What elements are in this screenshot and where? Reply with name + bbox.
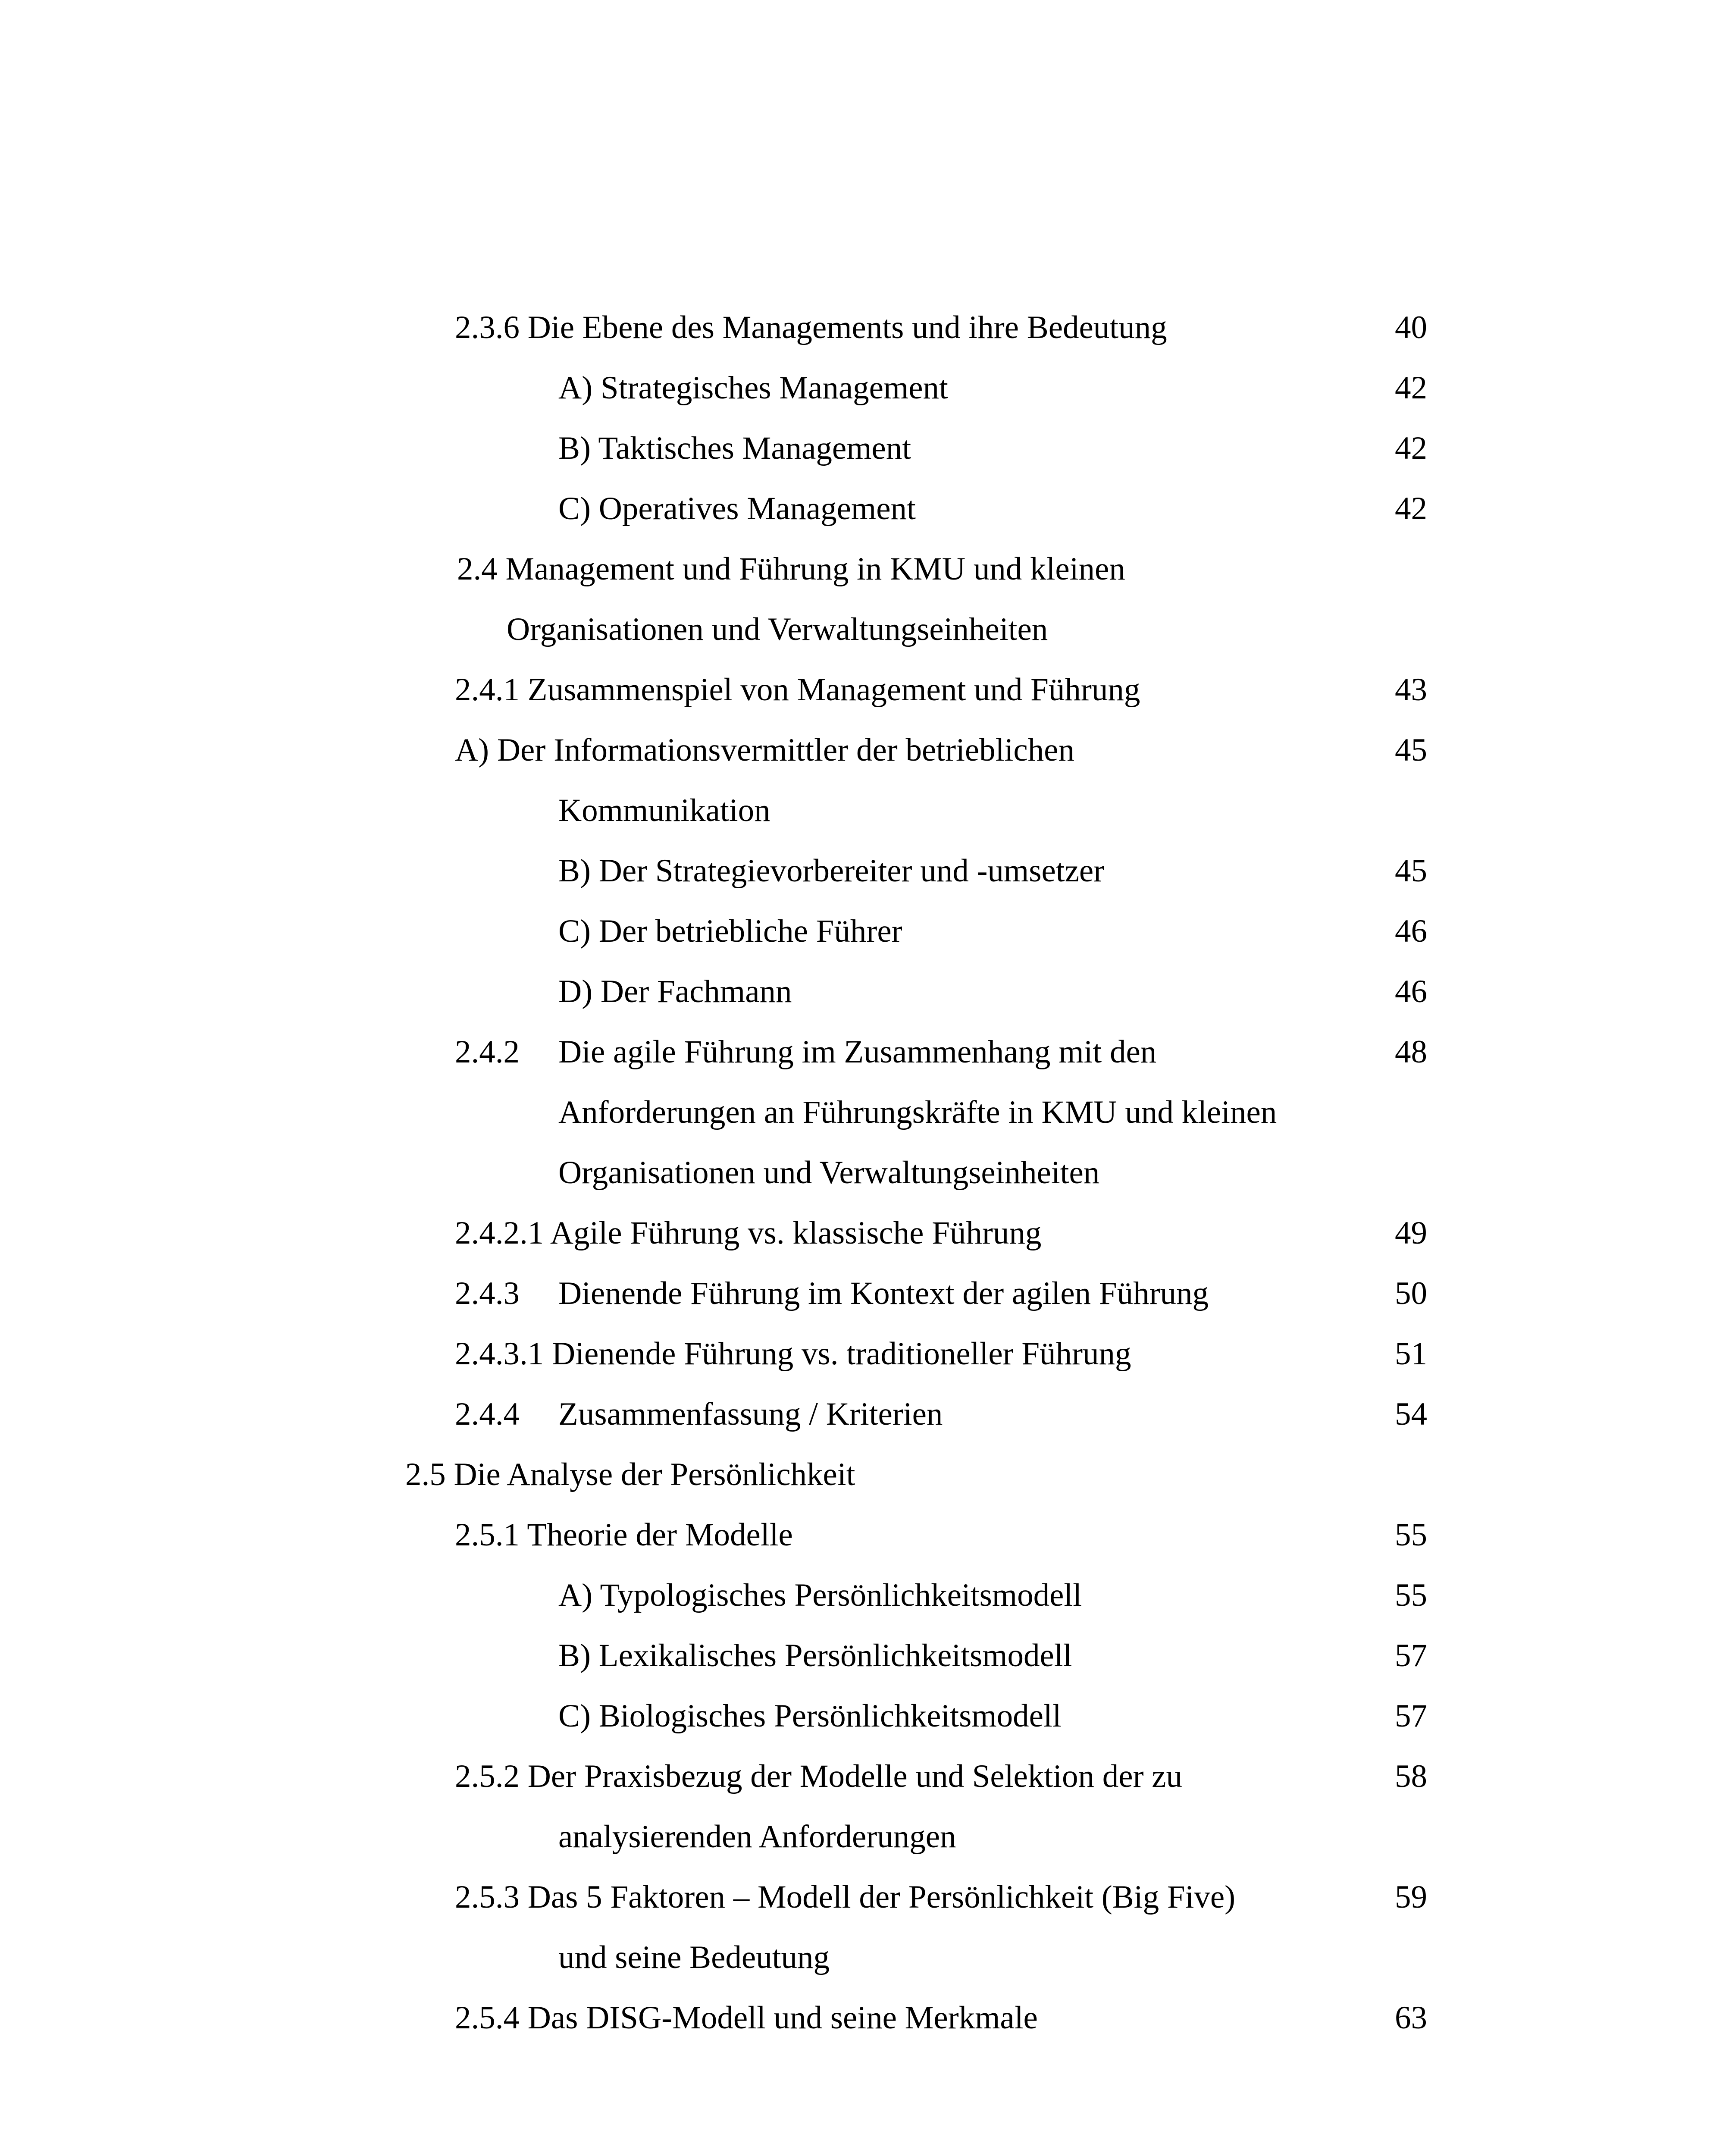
toc-entry-page: 54 [1395, 1396, 1427, 1432]
toc-entry-number: 2.4.4 [455, 1396, 520, 1432]
toc-entry-text: B) Taktisches Management [558, 430, 911, 466]
toc-entry-text: 2.5 Die Analyse der Persönlichkeit [405, 1457, 855, 1492]
toc-entry-text: A) Typologisches Persönlichkeitsmodell [558, 1577, 1082, 1613]
toc-entry-page: 55 [1395, 1577, 1427, 1613]
toc-entry-page: 55 [1395, 1517, 1427, 1553]
toc-entry-page: 42 [1395, 491, 1427, 526]
toc-entry-text: A) Strategisches Management [558, 370, 948, 406]
toc-entry-text: C) Biologisches Persönlichkeitsmodell [558, 1698, 1062, 1734]
toc-entry-text: und seine Bedeutung [558, 1940, 830, 1975]
toc-entry-number: 2.4.3 [455, 1275, 520, 1311]
toc-entry-page: 57 [1395, 1638, 1427, 1673]
toc-entry-text: 2.5.3 Das 5 Faktoren – Modell der Persönlichkeit (Big Five) [455, 1879, 1236, 1915]
toc-entry-page: 46 [1395, 913, 1427, 949]
toc-entry-text: Die agile Führung im Zusammenhang mit den [558, 1034, 1157, 1070]
toc-entry-page: 45 [1395, 732, 1427, 768]
toc-entry-page: 49 [1395, 1215, 1427, 1251]
toc-entry-page: 59 [1395, 1879, 1427, 1915]
toc-entry-text: 2.4.3.1 Dienende Führung vs. traditioneller Führung [455, 1336, 1131, 1372]
toc-entry-text: Organisationen und Verwaltungseinheiten [558, 1155, 1100, 1191]
toc-entry-page: 46 [1395, 974, 1427, 1009]
toc-entry-text: Anforderungen an Führungskräfte in KMU und kleinen [558, 1094, 1277, 1130]
toc-entry-text: Zusammenfassung / Kriterien [558, 1396, 943, 1432]
toc-entry-text: 2.5.4 Das DISG-Modell und seine Merkmale [455, 2000, 1038, 2036]
toc-entry-text: D) Der Fachmann [558, 974, 792, 1009]
toc-entry-text: analysierenden Anforderungen [558, 1819, 956, 1855]
toc-entry-text: 2.4.1 Zusammenspiel von Management und Führung [455, 672, 1140, 708]
toc-entry-text: A) Der Informationsvermittler der betrieblichen [455, 732, 1074, 768]
toc-entry-page: 48 [1395, 1034, 1427, 1070]
toc-entry-text: Organisationen und Verwaltungseinheiten [507, 611, 1048, 647]
toc-entry-page: 57 [1395, 1698, 1427, 1734]
toc-entry-text: Kommunikation [558, 793, 770, 828]
toc-entry-page: 50 [1395, 1275, 1427, 1311]
toc-entry-text: Dienende Führung im Kontext der agilen Führung [558, 1275, 1209, 1311]
toc-entry-text: 2.4 Management und Führung in KMU und kleinen [457, 551, 1125, 587]
toc-entry-page: 51 [1395, 1336, 1427, 1372]
toc-entry-page: 40 [1395, 310, 1427, 345]
toc-entry-text: 2.4.2.1 Agile Führung vs. klassische Führung [455, 1215, 1042, 1251]
toc-entry-page: 42 [1395, 370, 1427, 406]
toc-entry-text: 2.3.6 Die Ebene des Managements und ihre Bedeutung [455, 310, 1167, 345]
toc-entry-page: 63 [1395, 2000, 1427, 2036]
toc-entry-page: 43 [1395, 672, 1427, 708]
toc-entry-text: C) Der betriebliche Führer [558, 913, 902, 949]
toc-entry-text: 2.5.1 Theorie der Modelle [455, 1517, 793, 1553]
toc-entry-text: C) Operatives Management [558, 491, 916, 526]
toc-entry-page: 45 [1395, 853, 1427, 889]
toc-entry-text: 2.5.2 Der Praxisbezug der Modelle und Selektion der zu [455, 1758, 1183, 1794]
toc-entry-page: 58 [1395, 1758, 1427, 1794]
toc-entry-page: 42 [1395, 430, 1427, 466]
toc-entry-text: B) Lexikalisches Persönlichkeitsmodell [558, 1638, 1072, 1673]
toc-entry-number: 2.4.2 [455, 1034, 520, 1070]
toc-entry-text: B) Der Strategievorbereiter und -umsetzer [558, 853, 1105, 889]
